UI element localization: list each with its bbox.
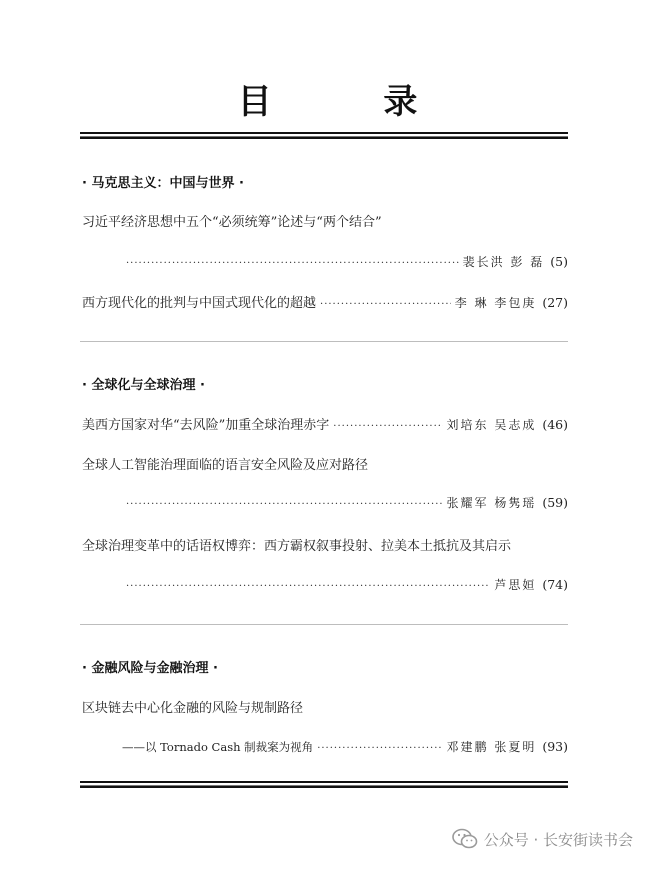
toc-entry-authors: 张耀军 杨隽瑶 (446, 496, 537, 510)
section-divider (80, 624, 568, 625)
toc-entry-page: (5) (550, 254, 568, 269)
toc-entry-title[interactable]: 区块链去中心化金融的风险与规制路径 (82, 701, 304, 716)
watermark (452, 828, 633, 850)
watermark-text: 公众号 · 长安街读书会 (483, 830, 633, 849)
toc-entry-page: (59) (542, 495, 568, 510)
toc-entry-authors: 刘培东 吴志成 (446, 418, 537, 432)
toc-entry-leader-row[interactable] (122, 253, 568, 270)
top-double-rule (80, 132, 568, 139)
toc-entry[interactable] (82, 414, 568, 433)
dot-leader (126, 499, 443, 510)
toc-entry-page: (93) (542, 739, 568, 754)
toc-entry-title[interactable]: 习近平经济思想中五个“必须统筹”论述与“两个结合” (82, 215, 382, 230)
toc-entry-leader-row[interactable] (122, 576, 568, 593)
page-title: 目 录 (237, 82, 468, 122)
dot-leader (333, 421, 442, 432)
dot-leader (126, 258, 459, 269)
toc-entry-title[interactable]: 全球人工智能治理面临的语言安全风险及应对路径 (82, 458, 369, 473)
toc-entry-title: 美西方国家对华“去风险”加重全球治理赤字 (82, 418, 330, 433)
toc-entry-title: 西方现代化的批判与中国式现代化的超越 (82, 296, 317, 311)
dot-leader (317, 743, 442, 754)
toc-entry-authors: 李 琳 李包庚 (454, 296, 537, 310)
toc-entry-title[interactable]: 全球治理变革中的话语权博弈：西方霸权叙事投射、拉美本土抵抗及其启示 (82, 539, 512, 554)
toc-entry-leader-row[interactable] (122, 494, 568, 511)
section-heading-globalization: · 全球化与全球治理 · (82, 378, 205, 393)
toc-entry-authors: 邓建鹏 张夏明 (446, 740, 537, 754)
dot-leader (126, 581, 490, 592)
dot-leader (320, 299, 451, 310)
toc-entry-subtitle: ——以 Tornado Cash 制裁案为视角 (122, 740, 314, 754)
toc-entry-page: (27) (542, 295, 568, 310)
section-divider (80, 341, 568, 342)
section-heading-marxism: · 马克思主义：中国与世界 · (82, 176, 244, 191)
toc-entry-page: (46) (542, 417, 568, 432)
toc-entry-leader-row[interactable] (122, 738, 568, 755)
section-heading-finance: · 金融风险与金融治理 · (82, 661, 218, 676)
bottom-double-rule (80, 781, 568, 788)
toc-entry-page: (74) (542, 577, 568, 592)
toc-entry-authors: 裴长洪 彭 磊 (462, 255, 545, 269)
toc-entry-authors: 芦思姮 (494, 578, 537, 592)
wechat-icon (452, 828, 478, 850)
toc-entry[interactable] (82, 292, 568, 311)
